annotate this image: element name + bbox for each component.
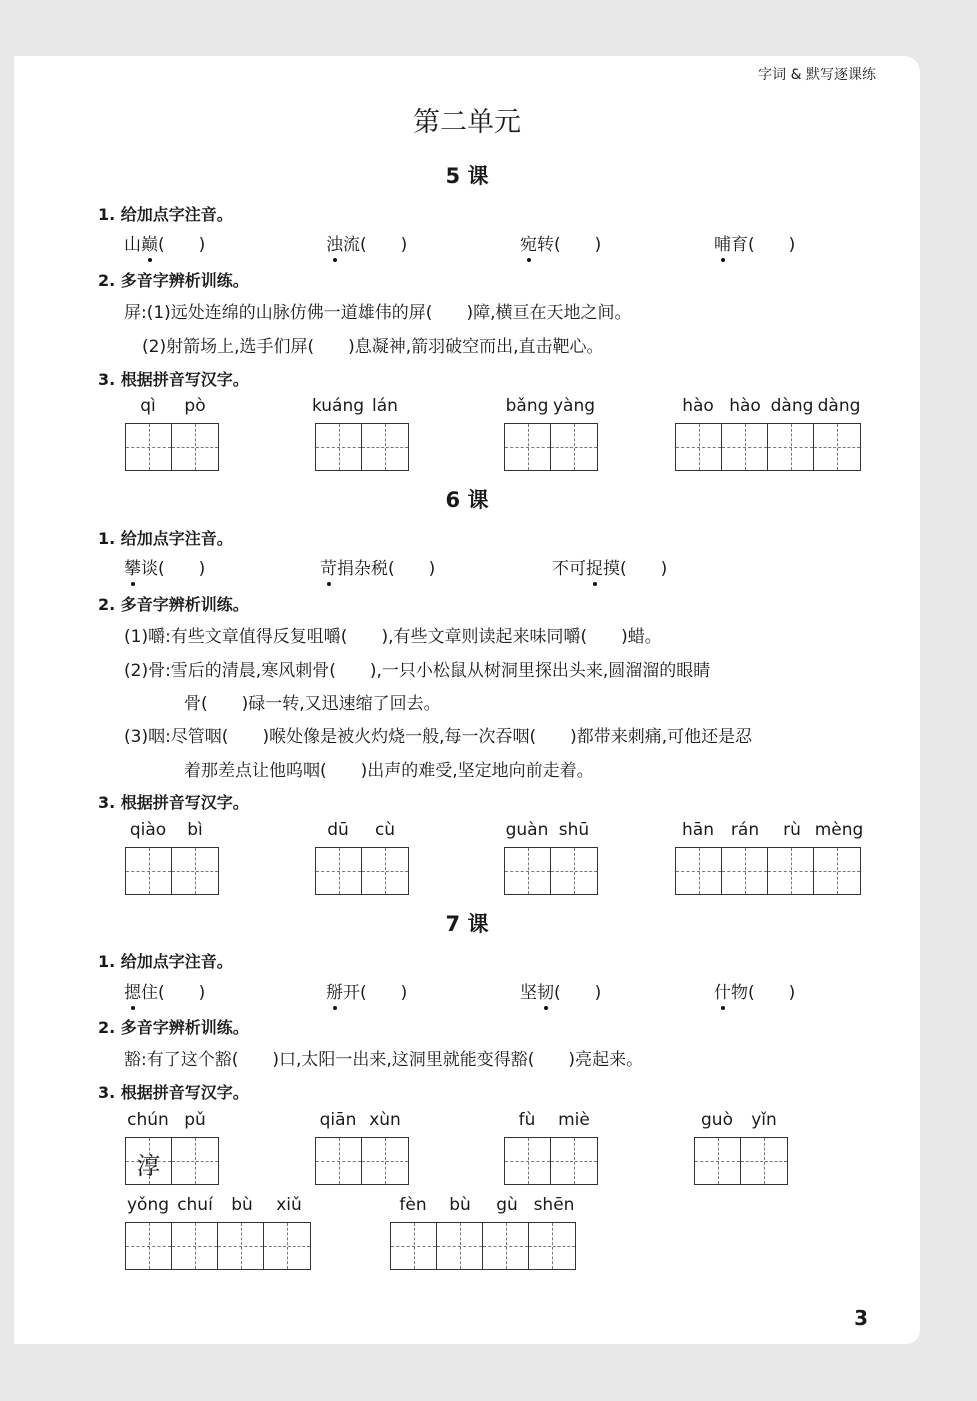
writing-cell[interactable]	[505, 848, 551, 894]
writing-cell[interactable]	[126, 1223, 172, 1269]
lesson-5-title: 5 课	[445, 164, 489, 188]
item-text: 育( )	[731, 235, 796, 255]
lesson-6-q3: 3. 根据拼音写汉字。	[98, 793, 249, 812]
pinyin-syllable: chún	[127, 1110, 169, 1130]
worksheet-page	[14, 56, 920, 1344]
pinyin-syllable: bì	[187, 820, 203, 840]
pinyin-syllable: xùn	[369, 1110, 401, 1130]
page-number: 3	[854, 1306, 868, 1330]
lesson-5-q2-line-2: (2)射箭场上,选手们屏( )息凝神,箭羽破空而出,直击靶心。	[142, 337, 604, 357]
lesson-7-title: 7 课	[445, 912, 489, 936]
writing-grid	[125, 1137, 219, 1185]
pinyin-syllable: fù	[518, 1110, 536, 1130]
writing-cell[interactable]	[316, 424, 362, 470]
item-text: 物( )	[731, 983, 796, 1003]
dotted-char: 宛	[520, 230, 537, 255]
writing-grid	[315, 1137, 409, 1185]
dotted-char: 苛	[320, 554, 337, 579]
writing-cell[interactable]	[768, 424, 814, 470]
writing-grid	[504, 847, 598, 895]
writing-grid	[694, 1137, 788, 1185]
writing-cell[interactable]	[483, 1223, 529, 1269]
writing-cell[interactable]	[362, 1138, 408, 1184]
writing-cell[interactable]	[676, 848, 722, 894]
writing-cell[interactable]	[172, 1223, 218, 1269]
lesson-5-q1: 1. 给加点字注音。	[98, 205, 233, 224]
writing-cell[interactable]	[814, 424, 860, 470]
pinyin-syllable: mèng	[814, 820, 864, 840]
phonetic-item	[124, 978, 205, 1003]
pinyin-syllable: xiǔ	[276, 1195, 302, 1215]
lesson-6-q2: 2. 多音字辨析训练。	[98, 595, 249, 614]
lesson-6-q2-line-4: (3)咽:尽管咽( )喉处像是被火灼烧一般,每一次吞咽( )都带来刺痛,可他还是忍	[124, 727, 753, 747]
writing-cell[interactable]	[529, 1223, 575, 1269]
pinyin-syllable: yǒng	[126, 1195, 170, 1215]
pinyin-syllable: fèn	[399, 1195, 427, 1215]
pinyin-syllable: bù	[449, 1195, 471, 1215]
dotted-char: 巅	[141, 230, 158, 255]
writing-cell[interactable]	[722, 848, 768, 894]
pinyin-syllable: shēn	[533, 1195, 575, 1215]
lesson-5-q2: 2. 多音字辨析训练。	[98, 271, 249, 290]
item-text: ( )	[158, 235, 206, 255]
lesson-6-title: 6 课	[445, 488, 489, 512]
writing-cell[interactable]	[316, 1138, 362, 1184]
lesson-6-q2-line-1: (1)嚼:有些文章值得反复咀嚼( ),有些文章则读起来味同嚼( )蜡。	[124, 627, 662, 647]
writing-cell[interactable]	[741, 1138, 787, 1184]
item-text: 开( )	[343, 983, 408, 1003]
pinyin-syllable: hào	[682, 396, 714, 416]
item-text: 谈( )	[141, 559, 206, 579]
dotted-char: 韧	[537, 978, 554, 1003]
pinyin-syllable: qì	[140, 396, 156, 416]
lesson-6-q2-line-5: 着那差点让他呜咽( )出声的难受,坚定地向前走着。	[184, 761, 594, 781]
item-text: 摸( )	[603, 559, 668, 579]
lesson-7-q3: 3. 根据拼音写汉字。	[98, 1083, 249, 1102]
writing-cell[interactable]	[126, 1138, 172, 1184]
item-text: ( )	[554, 983, 602, 1003]
pinyin-syllable: bù	[231, 1195, 253, 1215]
pinyin-syllable: bǎng	[505, 396, 549, 416]
writing-cell[interactable]	[264, 1223, 310, 1269]
dotted-char: 浊	[326, 230, 343, 255]
item-text: 坚	[520, 983, 537, 1003]
writing-cell[interactable]	[362, 424, 408, 470]
lesson-5-q3: 3. 根据拼音写汉字。	[98, 370, 249, 389]
pinyin-syllable: miè	[558, 1110, 590, 1130]
item-text: 捐杂税( )	[337, 559, 436, 579]
pinyin-syllable: rù	[783, 820, 801, 840]
writing-cell[interactable]	[172, 1138, 218, 1184]
writing-cell[interactable]	[768, 848, 814, 894]
writing-grid	[315, 847, 409, 895]
pinyin-syllable: yǐn	[751, 1110, 777, 1130]
item-text: 山	[124, 235, 141, 255]
phonetic-item	[520, 230, 601, 255]
lesson-5-q2-line-1: 屏:(1)远处连绵的山脉仿佛一道雄伟的屏( )障,横亘在天地之间。	[124, 303, 632, 323]
sample-answer: 淳	[136, 1152, 161, 1180]
phonetic-item	[124, 554, 205, 579]
writing-grid	[315, 423, 409, 471]
writing-cell[interactable]	[437, 1223, 483, 1269]
writing-grid	[675, 847, 861, 895]
lesson-7-q2: 2. 多音字辨析训练。	[98, 1018, 249, 1037]
pinyin-syllable: hān	[682, 820, 714, 840]
phonetic-item	[714, 978, 795, 1003]
writing-cell[interactable]	[126, 424, 172, 470]
pinyin-syllable: pǔ	[184, 1110, 206, 1130]
writing-cell[interactable]	[505, 424, 551, 470]
writing-grid	[125, 423, 219, 471]
pinyin-syllable: guàn	[505, 820, 549, 840]
item-text: 不可	[552, 559, 586, 579]
writing-cell[interactable]	[172, 848, 218, 894]
pinyin-syllable: yàng	[552, 396, 596, 416]
pinyin-syllable: qiān	[319, 1110, 357, 1130]
item-text: 转( )	[537, 235, 602, 255]
dotted-char: 捉	[586, 554, 603, 579]
pinyin-syllable: lán	[372, 396, 398, 416]
pinyin-syllable: rán	[730, 820, 760, 840]
writing-grid	[675, 423, 861, 471]
lesson-7-q2-line-1: 豁:有了这个豁( )口,太阳一出来,这洞里就能变得豁( )亮起来。	[124, 1050, 644, 1070]
writing-grid	[504, 423, 598, 471]
writing-cell[interactable]	[316, 848, 362, 894]
pinyin-syllable: hào	[729, 396, 761, 416]
writing-grid	[125, 1222, 311, 1270]
writing-cell[interactable]	[551, 1138, 597, 1184]
lesson-7-q1: 1. 给加点字注音。	[98, 952, 233, 971]
phonetic-item	[124, 230, 205, 255]
pinyin-syllable: guò	[701, 1110, 733, 1130]
phonetic-item	[320, 554, 435, 579]
dotted-char: 什	[714, 978, 731, 1003]
page-header: 字词 & 默写逐课练	[758, 67, 876, 83]
writing-cell[interactable]	[362, 848, 408, 894]
pinyin-syllable: chuí	[177, 1195, 213, 1215]
writing-cell[interactable]	[695, 1138, 741, 1184]
writing-grid	[125, 847, 219, 895]
pinyin-syllable: gù	[496, 1195, 518, 1215]
dotted-char: 摁	[124, 978, 141, 1003]
phonetic-item	[552, 554, 667, 579]
dotted-char: 攀	[124, 554, 141, 579]
phonetic-item	[326, 230, 407, 255]
item-text: 流( )	[343, 235, 408, 255]
writing-cell[interactable]	[722, 424, 768, 470]
writing-cell[interactable]	[172, 424, 218, 470]
writing-cell[interactable]	[391, 1223, 437, 1269]
writing-cell[interactable]	[505, 1138, 551, 1184]
pinyin-syllable: cù	[374, 820, 396, 840]
pinyin-syllable: pò	[184, 396, 206, 416]
pinyin-syllable: dàng	[817, 396, 861, 416]
writing-cell[interactable]	[814, 848, 860, 894]
writing-cell[interactable]	[551, 424, 597, 470]
dotted-char: 掰	[326, 978, 343, 1003]
lesson-6-q2-line-2: (2)骨:雪后的清晨,寒风刺骨( ),一只小松鼠从树洞里探出头来,圆溜溜的眼睛	[124, 661, 711, 681]
writing-grid	[504, 1137, 598, 1185]
pinyin-syllable: shū	[558, 820, 590, 840]
writing-cell[interactable]	[551, 848, 597, 894]
lesson-6-q1: 1. 给加点字注音。	[98, 529, 233, 548]
lesson-6-q2-line-3: 骨( )碌一转,又迅速缩了回去。	[184, 694, 441, 714]
writing-cell[interactable]	[126, 848, 172, 894]
pinyin-syllable: kuáng	[311, 396, 365, 416]
dotted-char: 哺	[714, 230, 731, 255]
pinyin-syllable: dàng	[770, 396, 814, 416]
item-text: 住( )	[141, 983, 206, 1003]
writing-grid	[390, 1222, 576, 1270]
pinyin-syllable: dū	[327, 820, 349, 840]
phonetic-item	[520, 978, 601, 1003]
writing-cell[interactable]	[218, 1223, 264, 1269]
unit-title: 第二单元	[413, 107, 521, 138]
phonetic-item	[714, 230, 795, 255]
pinyin-syllable: qiào	[129, 820, 167, 840]
phonetic-item	[326, 978, 407, 1003]
writing-cell[interactable]	[676, 424, 722, 470]
